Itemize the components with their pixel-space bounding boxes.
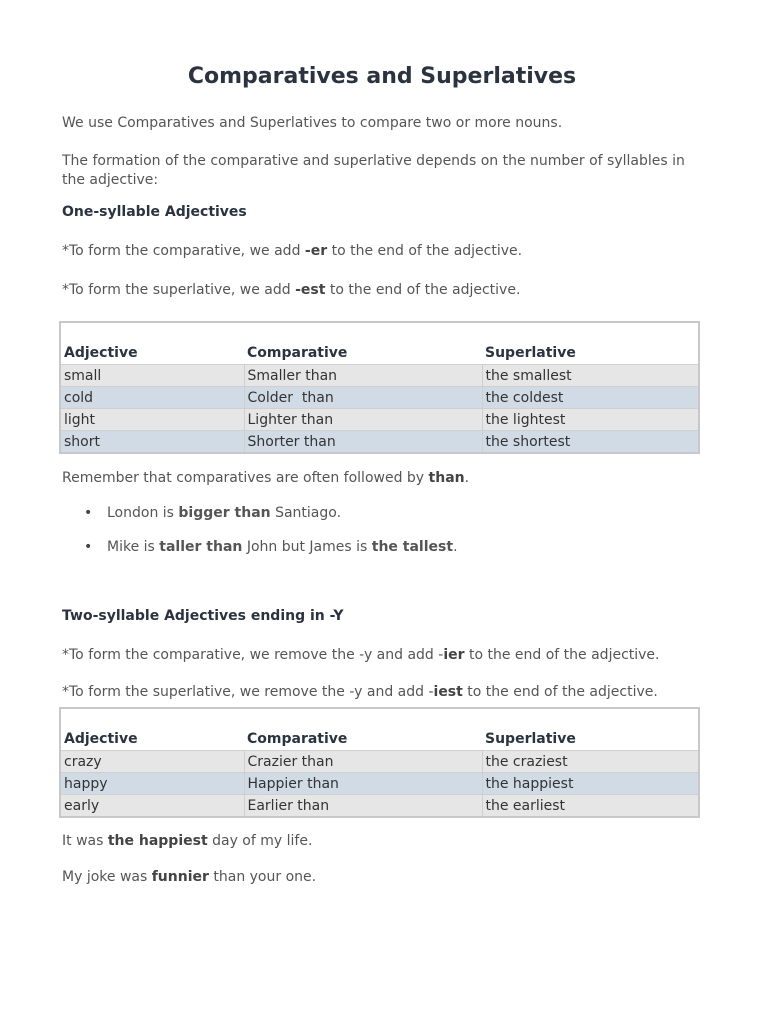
table-cell: Shorter than [244, 431, 482, 454]
page-title: Comparatives and Superlatives [187, 64, 577, 89]
example-text: day of my life. [207, 833, 313, 849]
example-list [62, 504, 458, 572]
table-cell: Colder than [244, 387, 482, 409]
two-syllable-table [59, 707, 700, 818]
formation-paragraph [62, 152, 685, 190]
example-text: John but James is [242, 539, 372, 555]
table-cell: Crazier than [244, 751, 482, 773]
table-cell: Lighter than [244, 409, 482, 431]
section1-rule-comparative [62, 242, 522, 261]
than-note [62, 469, 469, 488]
rule-text: to the end of the adjective. [325, 282, 521, 298]
table-row [60, 773, 699, 795]
rule-text: to the end of the adjective. [327, 243, 523, 259]
rule-text: *To form the comparative, we remove the -y and add - [62, 647, 444, 663]
column-header: Superlative [482, 322, 699, 365]
rule-suffix: ier [443, 647, 465, 663]
table-cell: early [60, 795, 244, 818]
table-cell: happy [60, 773, 244, 795]
table-row [60, 387, 699, 409]
table-cell: the happiest [482, 773, 699, 795]
example-text: London is [107, 505, 179, 521]
example-text: My joke was [62, 869, 152, 885]
rule-text: to the end of the adjective. [464, 647, 660, 663]
section1-rule-superlative [62, 281, 520, 300]
note-text: . [464, 470, 470, 486]
table-cell: cold [60, 387, 244, 409]
formation-line-2: the adjective: [62, 172, 159, 188]
column-header: Comparative [244, 708, 482, 751]
table-cell: the coldest [482, 387, 699, 409]
example-happiest [62, 832, 312, 851]
example-bold: bigger than [178, 505, 271, 521]
rule-text: *To form the superlative, we remove the -y and add - [62, 684, 434, 700]
table-cell: small [60, 365, 244, 387]
example-text: than your one. [208, 869, 317, 885]
section2-heading: Two-syllable Adjectives ending in -Y [62, 608, 344, 624]
example-text: Santiago. [270, 505, 342, 521]
intro-paragraph: We use Comparatives and Superlatives to compare two or more nouns. [62, 115, 563, 131]
example-bold: funnier [151, 869, 209, 885]
table-row [60, 795, 699, 818]
section1-heading: One-syllable Adjectives [62, 204, 247, 220]
table-row [60, 365, 699, 387]
list-item [62, 504, 458, 538]
table-cell: the shortest [482, 431, 699, 454]
table-cell: light [60, 409, 244, 431]
table-cell: short [60, 431, 244, 454]
rule-suffix: -er [304, 243, 328, 259]
rule-text: to the end of the adjective. [462, 684, 658, 700]
column-header: Adjective [60, 322, 244, 365]
section2-rule-superlative [62, 683, 658, 702]
rule-text: *To form the comparative, we add [62, 243, 305, 259]
example-funnier [62, 868, 316, 887]
table-cell: the craziest [482, 751, 699, 773]
table-row [60, 431, 699, 454]
table-cell: Earlier than [244, 795, 482, 818]
example-bold: taller than [159, 539, 243, 555]
list-item [62, 538, 458, 572]
table-header-row [60, 322, 699, 365]
example-bold: the tallest [371, 539, 454, 555]
table-cell: the earliest [482, 795, 699, 818]
formation-line-1: The formation of the comparative and superlative depends on the number of syllables in [62, 153, 685, 169]
column-header: Adjective [60, 708, 244, 751]
note-bold: than [428, 470, 465, 486]
rule-suffix: -est [295, 282, 326, 298]
one-syllable-table [59, 321, 700, 454]
section2-rule-comparative [62, 646, 660, 665]
table-row [60, 751, 699, 773]
table-cell: the smallest [482, 365, 699, 387]
example-text: Mike is [107, 539, 160, 555]
example-bold: the happiest [107, 833, 208, 849]
rule-text: *To form the superlative, we add [62, 282, 296, 298]
table-header-row [60, 708, 699, 751]
table-cell: crazy [60, 751, 244, 773]
table-cell: Smaller than [244, 365, 482, 387]
note-text: Remember that comparatives are often followed by [62, 470, 429, 486]
column-header: Superlative [482, 708, 699, 751]
rule-suffix: iest [433, 684, 463, 700]
table-cell: Happier than [244, 773, 482, 795]
column-header: Comparative [244, 322, 482, 365]
example-text: . [453, 539, 458, 555]
table-row [60, 409, 699, 431]
example-text: It was [62, 833, 108, 849]
table-cell: the lightest [482, 409, 699, 431]
